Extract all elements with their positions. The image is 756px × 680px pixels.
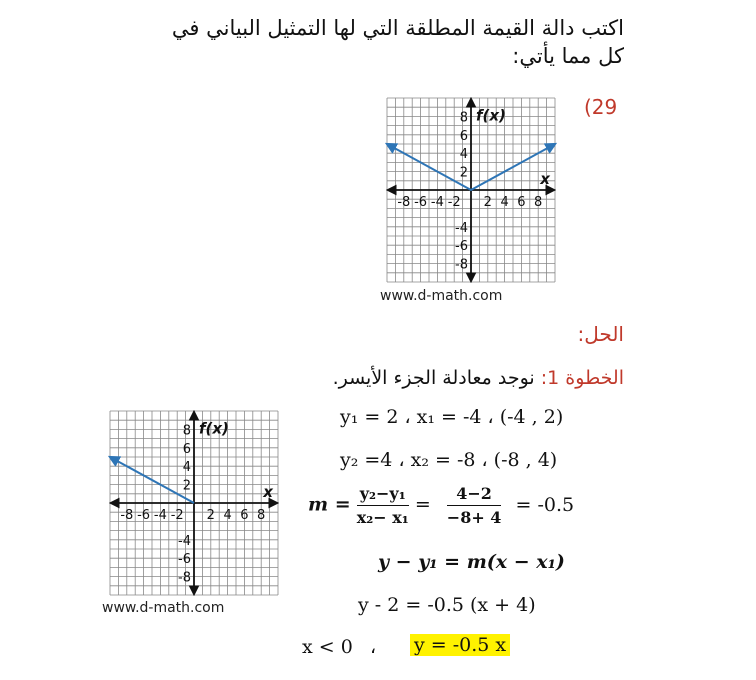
- y-tick-label: 2: [182, 478, 191, 494]
- step-1-label: الخطوة 1:: [540, 367, 624, 389]
- substituted-equation: y - 2 = -0.5 (x + 4): [358, 594, 536, 616]
- graph-left-part: [106, 407, 282, 599]
- y-tick-label: -6: [455, 239, 468, 255]
- y-tick-label: -4: [178, 533, 191, 549]
- solution-label: الحل:: [577, 322, 624, 346]
- x-tick-label: 8: [534, 195, 543, 210]
- y-axis-label: f(x): [199, 419, 229, 438]
- x-tick-label: 4: [500, 195, 509, 210]
- domain-condition: x < 0: [302, 636, 353, 658]
- slope-m: m =: [308, 493, 351, 516]
- step-1: [333, 367, 624, 389]
- answer-equation: [410, 634, 510, 656]
- slope-denominator-numeric: −8+ 4: [446, 508, 502, 527]
- x-tick-label: -6: [414, 195, 428, 210]
- separator: ،: [370, 636, 377, 658]
- slope-result: = -0.5: [515, 493, 575, 516]
- y-tick-label: 4: [182, 460, 191, 476]
- y-tick-label: 4: [459, 147, 468, 163]
- y-tick-label: -6: [178, 552, 191, 568]
- question-line-1: اكتب دالة القيمة المطلقة التي لها التمثيل البياني في: [171, 16, 624, 40]
- x-tick-label: -2: [170, 508, 184, 523]
- y-tick-label: 8: [182, 423, 191, 439]
- slope-equation: [308, 484, 574, 527]
- x-tick-label: 2: [483, 195, 492, 210]
- y-axis-label: f(x): [476, 106, 506, 125]
- y-tick-label: -8: [455, 257, 468, 273]
- slope-denominator-symbolic: x₂− x₁: [356, 508, 409, 527]
- y-tick-label: -4: [455, 220, 468, 236]
- x-tick-label: -4: [430, 195, 444, 210]
- x-tick-label: -8: [397, 195, 411, 210]
- point-2-equation: y₂ =4 ، x₂ = -8 ، (-8 , 4): [340, 449, 558, 471]
- x-tick-label: 8: [257, 508, 266, 523]
- question-number: (29: [584, 95, 618, 119]
- answer-highlight: y = -0.5 x: [410, 634, 510, 656]
- x-tick-label: -4: [153, 508, 167, 523]
- slope-fraction-symbolic: [357, 484, 409, 527]
- x-tick-label: 2: [206, 508, 215, 523]
- y-tick-label: 6: [182, 441, 191, 457]
- x-tick-label: 6: [517, 195, 526, 210]
- y-tick-label: 2: [459, 165, 468, 181]
- point-slope-form: y − y₁ = m(x − x₁): [378, 551, 565, 573]
- x-axis-label: x: [263, 483, 273, 501]
- website-credit-1: www.d-math.com: [380, 288, 503, 304]
- x-tick-label: 4: [223, 508, 232, 523]
- step-1-text: نوجد معادلة الجزء الأيسر.: [332, 367, 535, 389]
- x-axis-label: x: [540, 170, 550, 188]
- y-tick-label: 6: [459, 128, 468, 144]
- slope-numerator-numeric: 4−2: [447, 484, 502, 506]
- point-1-equation: y₁ = 2 ، x₁ = -4 ، (-4 , 2): [340, 406, 564, 428]
- slope-fraction-numeric: [447, 484, 502, 527]
- x-tick-label: -2: [447, 195, 461, 210]
- slope-equals: =: [414, 493, 431, 516]
- slope-numerator-symbolic: y₂−y₁: [357, 484, 409, 506]
- x-tick-label: 6: [240, 508, 249, 523]
- y-tick-label: 8: [459, 110, 468, 126]
- x-tick-label: -8: [120, 508, 134, 523]
- question-line-2: كل مما يأتي:: [512, 44, 624, 68]
- x-tick-label: -6: [137, 508, 151, 523]
- y-tick-label: -8: [178, 570, 191, 586]
- website-credit-2: www.d-math.com: [102, 600, 225, 616]
- graph-full: [383, 94, 559, 286]
